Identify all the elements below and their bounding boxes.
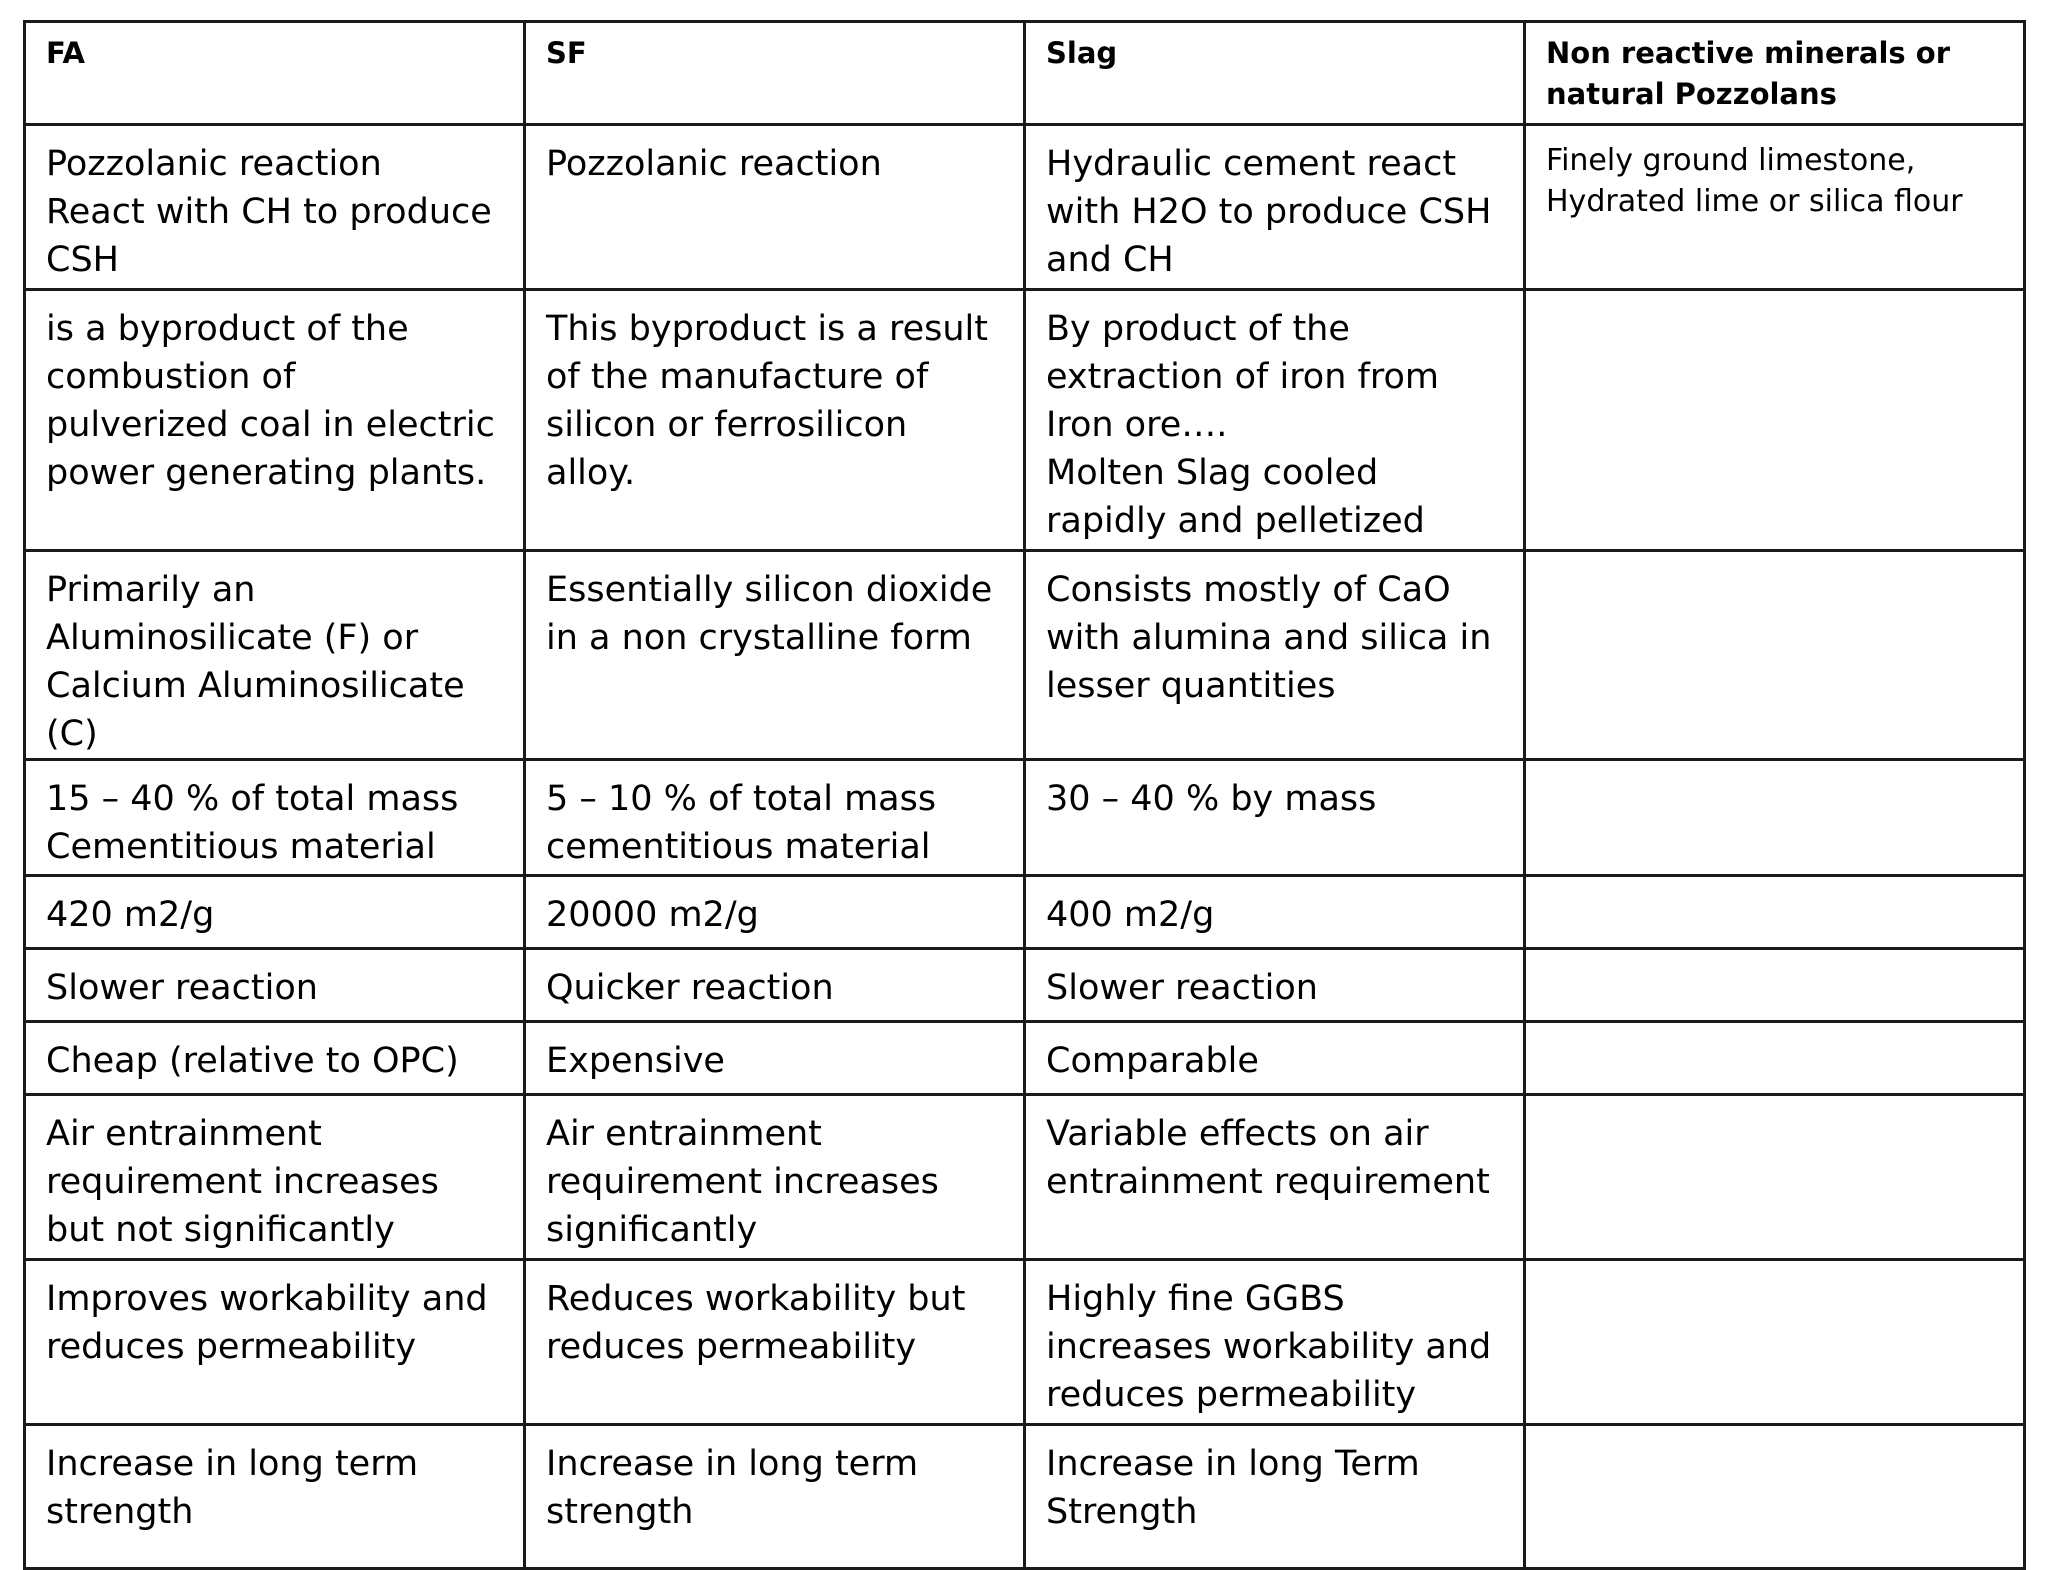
table-cell: Increase in long term strength	[525, 1425, 1025, 1569]
table-row	[25, 876, 2025, 949]
table-row	[25, 551, 2025, 760]
table-cell: Variable effects on air entrainment requirement	[1025, 1095, 1525, 1260]
table-cell: Improves workability and reduces permeability	[25, 1260, 525, 1425]
table-row	[25, 290, 2025, 551]
table-cell: Slower reaction	[1025, 949, 1525, 1022]
table-cell: Slower reaction	[25, 949, 525, 1022]
table-cell	[1525, 1260, 2025, 1425]
table-cell	[1525, 1022, 2025, 1095]
table-cell	[1525, 949, 2025, 1022]
table-cell: By product of the extraction of iron from Iron ore…. Molten Slag cooled rapidly and pelletized	[1025, 290, 1525, 551]
table-cell: 15 – 40 % of total mass Cementitious material	[25, 760, 525, 876]
table-cell: This byproduct is a result of the manufacture of silicon or ferrosilicon alloy.	[525, 290, 1025, 551]
table-cell: Pozzolanic reaction	[525, 125, 1025, 290]
table-cell: Primarily an Aluminosilicate (F) or Calcium Aluminosilicate (C)	[25, 551, 525, 760]
table-cell: Air entrainment requirement increases but not significantly	[25, 1095, 525, 1260]
table-cell: Cheap (relative to OPC)	[25, 1022, 525, 1095]
table-cell: Quicker reaction	[525, 949, 1025, 1022]
table-cell: Consists mostly of CaO with alumina and silica in lesser quantities	[1025, 551, 1525, 760]
table-cell	[1525, 760, 2025, 876]
table-cell: 400 m2/g	[1025, 876, 1525, 949]
table-row	[25, 1260, 2025, 1425]
table-cell: 5 – 10 % of total mass cementitious material	[525, 760, 1025, 876]
table-cell: Highly fine GGBS increases workability and reduces permeability	[1025, 1260, 1525, 1425]
table-cell: Essentially silicon dioxide in a non crystalline form	[525, 551, 1025, 760]
table-cell	[1525, 551, 2025, 760]
table-cell: Finely ground limestone, Hydrated lime or silica flour	[1525, 125, 2025, 290]
header-slag: Slag	[1025, 22, 1525, 125]
table-row	[25, 125, 2025, 290]
table-cell: Reduces workability but reduces permeability	[525, 1260, 1025, 1425]
table-row	[25, 1095, 2025, 1260]
header-sf: SF	[525, 22, 1025, 125]
header-non-reactive: Non reactive minerals or natural Pozzolans	[1525, 22, 2025, 125]
table-cell: Comparable	[1025, 1022, 1525, 1095]
table-cell	[1525, 1095, 2025, 1260]
table-row	[25, 1022, 2025, 1095]
header-fa: FA	[25, 22, 525, 125]
table-cell: 20000 m2/g	[525, 876, 1025, 949]
table-header-row	[25, 22, 2025, 125]
comparison-table	[23, 20, 2026, 1570]
table-cell	[1525, 290, 2025, 551]
table-row	[25, 760, 2025, 876]
table-cell: is a byproduct of the combustion of pulverized coal in electric power generating plants.	[25, 290, 525, 551]
table-cell: 420 m2/g	[25, 876, 525, 949]
table-cell: Increase in long term strength	[25, 1425, 525, 1569]
table-cell	[1525, 876, 2025, 949]
table-row	[25, 949, 2025, 1022]
table-cell: 30 – 40 % by mass	[1025, 760, 1525, 876]
table-cell: Pozzolanic reaction React with CH to produce CSH	[25, 125, 525, 290]
table-row	[25, 1425, 2025, 1569]
table-cell: Air entrainment requirement increases significantly	[525, 1095, 1025, 1260]
table-cell: Expensive	[525, 1022, 1025, 1095]
table-cell: Hydraulic cement react with H2O to produce CSH and CH	[1025, 125, 1525, 290]
table-cell: Increase in long Term Strength	[1025, 1425, 1525, 1569]
table-cell	[1525, 1425, 2025, 1569]
